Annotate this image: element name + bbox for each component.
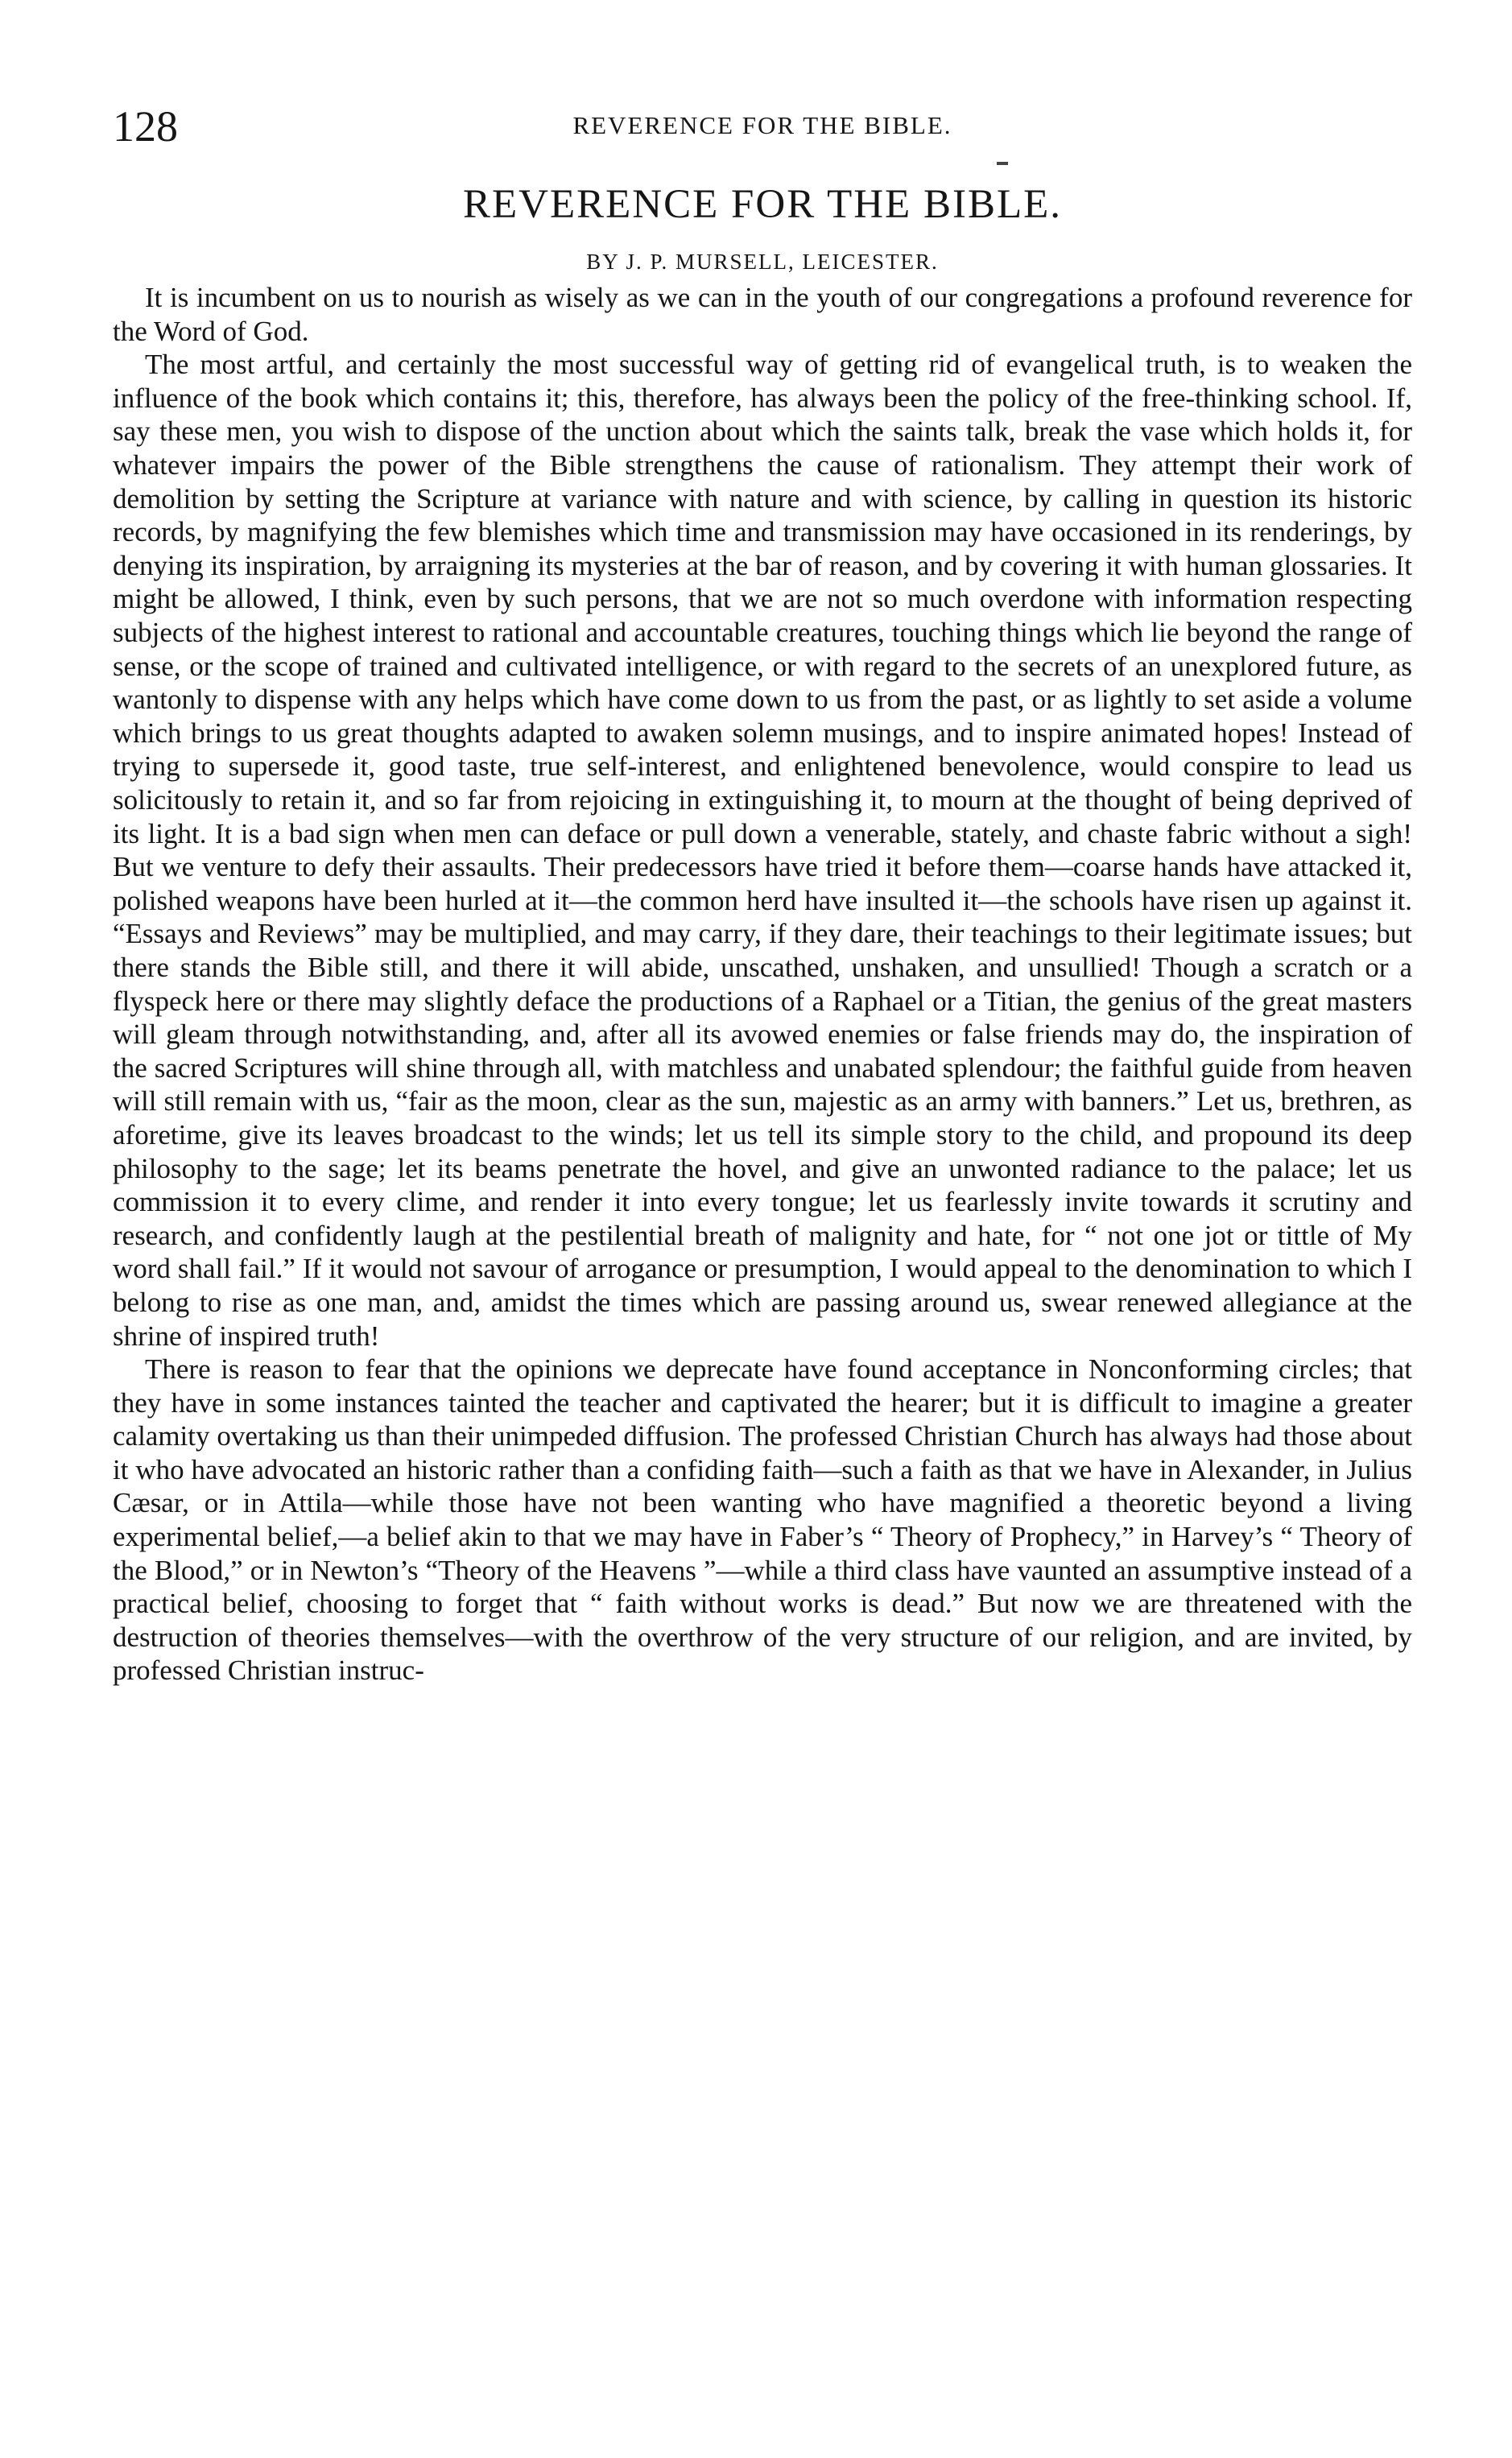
running-title: REVERENCE FOR THE BIBLE. bbox=[572, 111, 952, 139]
page-number: 128 bbox=[113, 102, 178, 151]
book-page bbox=[113, 95, 1412, 1688]
article-byline: BY J. P. MURSELL, LEICESTER. bbox=[586, 250, 939, 275]
running-head bbox=[113, 95, 1412, 153]
body-paragraph: The most artful, and certainly the most successful way of getting rid of evangelical truth, is to weaken the influence of the book which contains it; this, therefore, has always been the policy of the free-thinking school. If, say these men, you wish to dispose of the unction about which the saints talk, break the vase which holds it, for whatever impairs the power of the Bible strengthens the cause of rationalism. They attempt their work of demolition by setting the Scripture at variance with nature and with science, by calling in question its historic records, by magnifying the few blemishes which time and transmission may have occasioned in its renderings, by denying its inspiration, by arraigning its mysteries at the bar of reason, and by covering it with human glossaries. It might be allowed, I think, even by such persons, that we are not so much overdone with information respecting subjects of the highest interest to rational and accountable creatures, touching things which lie beyond the range of sense, or the scope of trained and cultivated intelligence, or with regard to the secrets of an unexplored future, as wantonly to dispense with any helps which have come down to us from the past, or as lightly to set aside a volume which brings to us great thoughts adapted to awaken solemn musings, and to inspire animated hopes! Instead of trying to supersede it, good taste, true self-interest, and enlightened benevolence, would conspire to lead us solicitously to retain it, and so far from rejoicing in extinguishing it, to mourn at the thought of being deprived of its light. It is a bad sign when men can deface or pull down a venerable, stately, and chaste fabric without a sigh! But we venture to defy their assaults. Their predecessors have tried it before them—coarse hands have attacked it, polished weapons have been hurled at it—the common herd have insulted it—the schools have risen up against it. “Essays and Reviews” may be multiplied, and may carry, if they dare, their teachings to their legitimate issues; but there stands the Bible still, and there it will abide, unscathed, unshaken, and unsullied! Though a scratch or a flyspeck here or there may slightly deface the productions of a Raphael or a Titian, the genius of the great masters will gleam through notwithstanding, and, after all its avowed enemies or false friends may do, the inspiration of the sacred Scriptures will shine through all, with matchless and unabated splendour; the faithful guide from heaven will still remain with us, “fair as the moon, clear as the sun, majestic as an army with banners.” Let us, brethren, as aforetime, give its leaves broadcast to the winds; let us tell its simple story to the child, and propound its deep philosophy to the sage; let its beams penetrate the hovel, and give an unwonted radiance to the palace; let us commission it to every clime, and render it into every tongue; let us fearlessly invite towards it scrutiny and research, and confidently laugh at the pestilential breath of malignity and hate, for “ not one jot or tittle of My word shall fail.” If it would not savour of arrogance or presumption, I would appeal to the denomination to which I belong to rise as one man, and, amidst the times which are passing around us, swear renewed allegiance at the shrine of inspired truth! bbox=[113, 349, 1412, 1352]
header-rule-mark bbox=[997, 162, 1008, 165]
body-paragraph: It is incumbent on us to nourish as wisely as we can in the youth of our congregations a profound reverence for the Word of God. bbox=[113, 282, 1412, 347]
article-title: REVERENCE FOR THE BIBLE. bbox=[462, 182, 1063, 227]
body-paragraph: There is reason to fear that the opinions we deprecate have found acceptance in Nonconforming circles; that they have in some instances tainted the teacher and captivated the hearer; but it is difficult to imagine a greater calamity overtaking us than their unimpeded diffusion. The professed Christian Church has always had those about it who have advocated an historic rather than a confiding faith—such a faith as that we have in Alexander, in Julius Cæsar, or in Attila—while those have not been wanting who have magnified a theoretic beyond a living experimental belief,—a belief akin to that we may have in Faber’s “ Theory of Prophecy,” in Harvey’s “ Theory of the Blood,” or in Newton’s “Theory of the Heavens ”—while a third class have vaunted an assumptive instead of a practical belief, choosing to forget that “ faith without works is dead.” But now we are threatened with the destruction of theories themselves—with the overthrow of the very structure of our religion, and are invited, by professed Christian instruc- bbox=[113, 1353, 1412, 1687]
article-body bbox=[113, 281, 1412, 1688]
